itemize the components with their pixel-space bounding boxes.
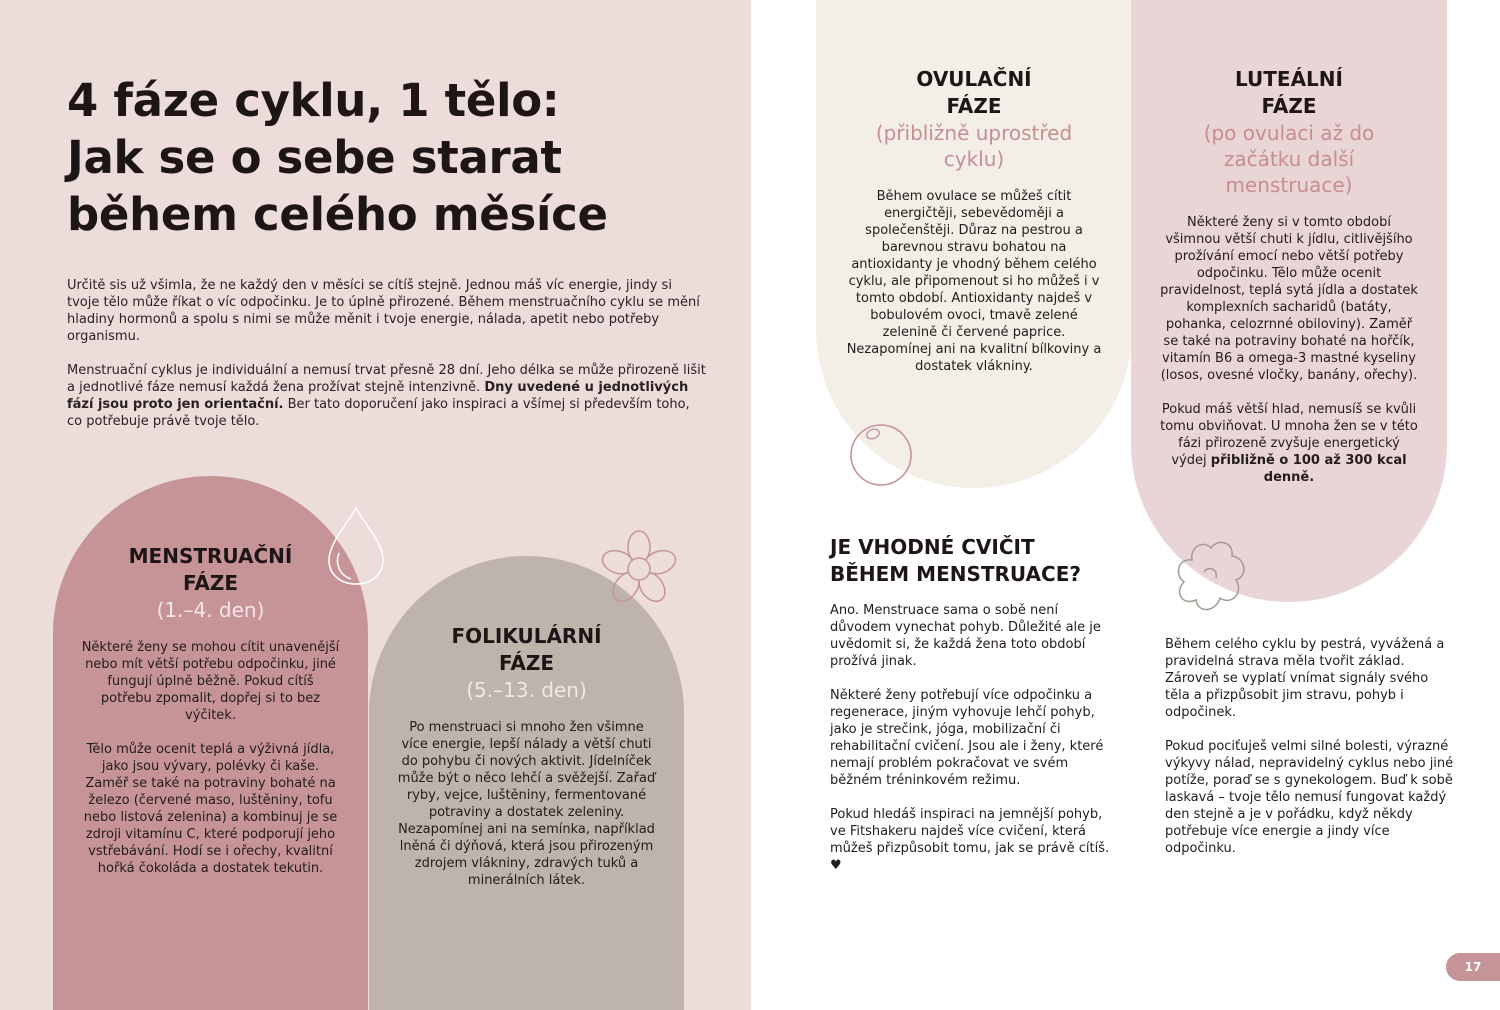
exercise-section-title bbox=[830, 534, 1130, 588]
menstrual-phase-days: (1.–4. den) bbox=[156, 598, 265, 622]
luteal-paragraph-2 bbox=[1159, 401, 1419, 486]
right-page bbox=[751, 0, 1500, 1010]
intro-p2-end: Ber tato doporučení jako inspiraci a všímej si především toho, co potřebuje právě tvoje tělo. bbox=[67, 397, 690, 429]
exercise-paragraph-1: Ano. Menstruace sama o sobě není důvodem vynechat pohyb. Důležité ale je uvědomit si, že každá žena toto období prožívá jinak. bbox=[830, 603, 1101, 669]
ovulation-title-line-2: FÁZE bbox=[946, 94, 1002, 118]
luteal-phase-text bbox=[1131, 214, 1447, 486]
ovulation-phase-days: (přibližně uprostřed cyklu) bbox=[875, 121, 1073, 171]
general-paragraph-2: Pokud pociťuješ velmi silné bolesti, výrazné výkyvy nálad, nepravidelný cyklus nebo jiné potíže, poraď se s gynekologem. Buď k sobě laskavá – tvoje tělo nemusí fungovat každý den stejně a je v pořádku, když někdy potřebuje více energie a jindy více odpočinku. bbox=[1165, 739, 1454, 856]
ovulation-phase-title bbox=[816, 66, 1132, 120]
luteal-p2-start: Pokud máš větší hlad, nemusíš se kvůli tomu obviňovat. U mnoha žen se v této fázi přirozeně zvyšuje energetický výdej bbox=[1160, 402, 1418, 468]
title-line-3: během celého měsíce bbox=[67, 188, 608, 241]
blob-flower-icon bbox=[1174, 538, 1248, 616]
menstrual-phase-text bbox=[53, 639, 368, 877]
follicular-phase-text bbox=[369, 719, 684, 889]
follicular-phase-days: (5.–13. den) bbox=[466, 678, 587, 702]
ovulation-paragraph-1: Během ovulace se můžeš cítit energičtěji, sebevědoměji a společenštěji. Důraz na pestrou a barevnou stravu bohatou na antioxidanty je vhodný během celého cyklu, ale připomenout si ho můžeš i v tomto období. Antioxidanty najdeš v bobulovém ovoci, tmavě zelené zelenině či červené paprice. Nezapomínej ani na kvalitní bílkoviny a dostatek vlákniny. bbox=[846, 189, 1102, 374]
title-line-1: 4 fáze cyklu, 1 tělo: bbox=[67, 74, 560, 127]
luteal-phase-card bbox=[1131, 0, 1447, 602]
ovulation-title-line-1: OVULAČNÍ bbox=[916, 67, 1032, 91]
menstrual-paragraph-2: Tělo může ocenit teplá a výživná jídla, jako jsou vývary, polévky či kaše. Zaměř se také na potraviny bohaté na železo (červené maso, luštěniny, tofu nebo listová zelenina) a kombinuj je se zdroji vitamínu C, které podporují jeho vstřebávání. Hodí se i ořechy, kvalitní hořká čokoláda a dostatek tekutin. bbox=[83, 742, 338, 876]
page-number: 17 bbox=[1446, 953, 1500, 981]
follicular-phase-title bbox=[369, 623, 684, 677]
exercise-title-line-1: JE VHODNÉ CVIČIT bbox=[830, 535, 1035, 559]
follicular-title-line-1: FOLIKULÁRNÍ bbox=[451, 624, 602, 648]
general-advice-text bbox=[1165, 636, 1455, 874]
luteal-phase-title bbox=[1131, 66, 1447, 120]
follicular-title-line-2: FÁZE bbox=[498, 651, 554, 675]
intro-paragraph-1: Určitě sis už všimla, že ne každý den v měsíci se cítíš stejně. Jednou máš víc energie, jindy si tvoje tělo může říkat o víc odpočinku. Je to úplně přirozené. Během menstruačního cyklu se mění hladiny hormonů a spolu s nimi se může měnit i tvoje energie, nálada, apetit nebo potřeby organismu. bbox=[67, 278, 700, 344]
page-title bbox=[67, 72, 707, 243]
flower-icon bbox=[598, 528, 680, 610]
exercise-paragraph-2: Některé ženy potřebují více odpočinku a regenerace, jiným vyhovuje lehčí pohyb, jako je strečink, jóga, mobilizační či rehabilitační cvičení. Jsou ale i ženy, které nemají problém pokračovat ve svém běžném tréninkovém režimu. bbox=[830, 688, 1104, 788]
menstrual-phase-title bbox=[53, 543, 368, 597]
title-line-2: Jak se o sebe starat bbox=[67, 131, 562, 184]
intro-p2-bold: Dny uvedené u jednotlivých fází jsou proto jen orientační. bbox=[67, 380, 689, 412]
intro-paragraph-2 bbox=[67, 362, 707, 430]
luteal-p2-bold: přibližně o 100 až 300 kcal denně. bbox=[1210, 453, 1407, 485]
intro-text bbox=[67, 277, 707, 447]
egg-icon bbox=[848, 420, 914, 488]
luteal-paragraph-1: Některé ženy si v tomto období všimnou větší chuti k jídlu, citlivějšího prožívání emocí nebo větší potřeby odpočinku. Tělo může ocenit pravidelnost, teplá sytá jídla a dostatek komplexních sacharidů (batáty, pohanka, celozrnné obiloviny). Zaměř se také na potraviny bohaté na hořčík, vitamín B6 a omega-3 mastné kyseliny (losos, ovesné vločky, banány, ořechy). bbox=[1160, 215, 1418, 383]
menstrual-title-line-1: MENSTRUAČNÍ bbox=[128, 544, 293, 568]
follicular-paragraph-1: Po menstruaci si mnoho žen všimne více energie, lepší nálady a větší chuti do pohybu či nových aktivit. Jídelníček může být o něco lehčí a svěžejší. Zařaď ryby, vejce, luštěniny, fermentované potraviny a dostatek zeleniny. Nezapomínej ani na semínka, například lněná či dýňová, která jsou přirozeným zdrojem vlákniny, zdravých tuků a minerálních látek. bbox=[397, 720, 656, 888]
menstrual-paragraph-1: Některé ženy se mohou cítit unavenější nebo mít větší potřebu odpočinku, jiné fungují úplně běžně. Pokud cítíš potřebu zpomalit, dopřej si to bez výčitek. bbox=[81, 640, 340, 723]
menstrual-title-line-2: FÁZE bbox=[182, 571, 238, 595]
drop-icon bbox=[326, 505, 386, 587]
exercise-title-line-2: BĚHEM MENSTRUACE? bbox=[830, 562, 1081, 586]
general-paragraph-1: Během celého cyklu by pestrá, vyvážená a pravidelná strava měla tvořit základ. Zároveň se vyplatí vnímat signály svého těla a přizpůsobit jim stravu, pohyb i odpočinek. bbox=[1165, 637, 1445, 720]
luteal-title-line-1: LUTEÁLNÍ bbox=[1235, 67, 1343, 91]
exercise-paragraph-3: Pokud hledáš inspiraci na jemnější pohyb, ve Fitshakeru najdeš více cvičení, která můžeš přizpůsobit tomu, jak se právě cítíš. ♥ bbox=[830, 807, 1110, 873]
luteal-title-line-2: FÁZE bbox=[1261, 94, 1317, 118]
luteal-phase-days: (po ovulaci až do začátku další menstruace) bbox=[1203, 121, 1375, 197]
intro-p2-start: Menstruační cyklus je individuální a nemusí trvat přesně 28 dní. Jeho délka se může přirozeně lišit a jednotlivé fáze nemusí každá žena prožívat stejně intenzivně. bbox=[67, 363, 706, 395]
ovulation-phase-text bbox=[816, 188, 1132, 375]
follicular-phase-card bbox=[369, 556, 684, 1010]
ovulation-phase-card bbox=[816, 0, 1132, 488]
exercise-section-text bbox=[830, 602, 1120, 891]
menstrual-phase-card bbox=[53, 476, 368, 1010]
